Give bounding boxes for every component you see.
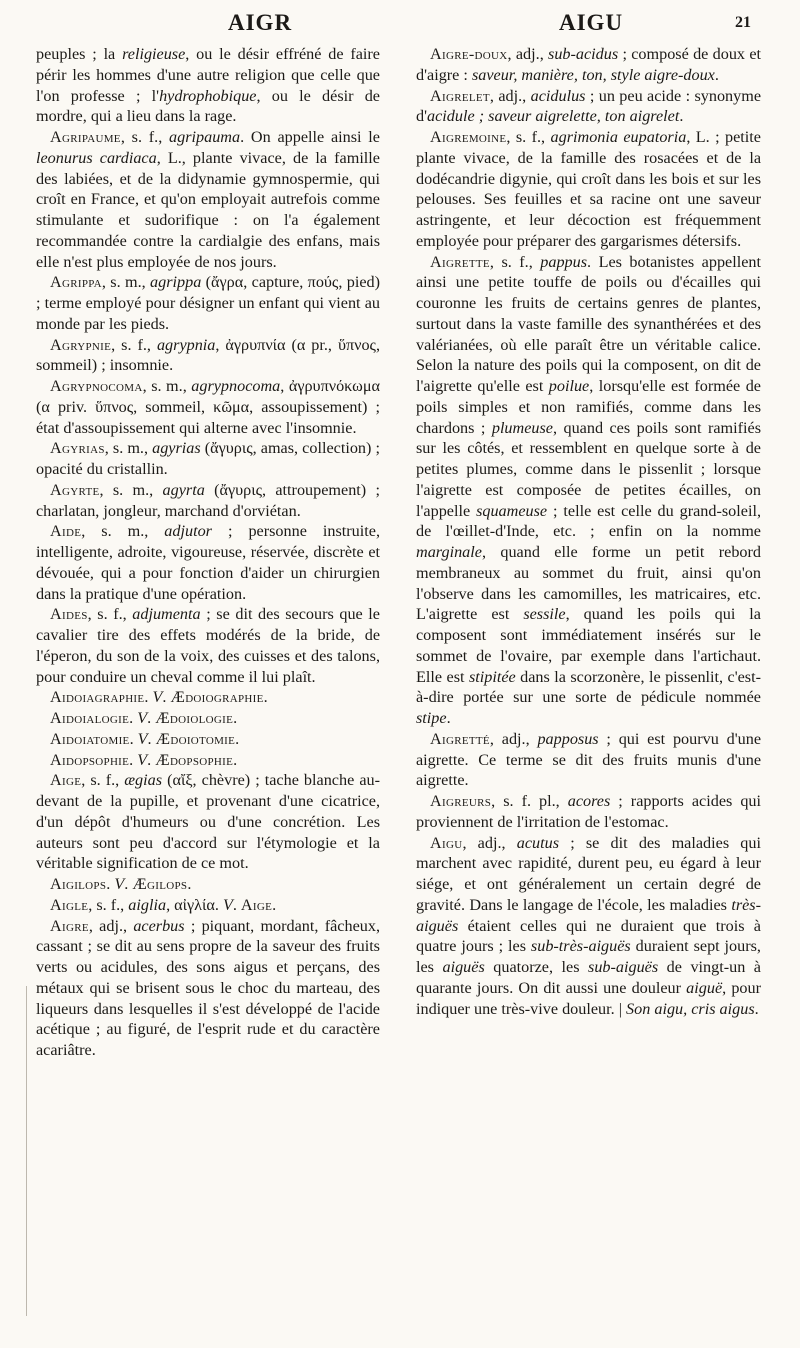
dictionary-entry: [36, 708, 380, 729]
entry-text: .: [235, 729, 240, 748]
right-column: [416, 44, 761, 1019]
dictionary-entry: [36, 127, 380, 272]
entry-text: , L. ; petite plante vivace, de la famille des rosacées et de la dodécandrie digynie, qui croît dans les bois et sur les pelouses. Ses feuilles et sa racine ont une saveur astringente, et leur décoction est fréquemment employée pour préparer des gargarismes détersifs.: [416, 128, 761, 250]
entry-headword: Aigreurs: [430, 792, 492, 810]
entry-text: .: [272, 895, 277, 914]
dictionary-entry: [36, 480, 380, 522]
entry-headword: Aigremoine: [430, 128, 507, 146]
entry-headword: Aidoiagraphie: [50, 688, 145, 707]
italic-text: poilue: [548, 377, 590, 395]
entry-text: ; personne instruite, intelligente, adroite, vigoureuse, réservée, discrète et dévouée, qui a pour fonction d'aider un chirurgien dans la pratique d'une opération.: [36, 522, 380, 603]
dictionary-entry: [36, 874, 380, 895]
italic-text: aiguës: [442, 958, 485, 976]
italic-text: sub-acidus: [548, 45, 619, 63]
entry-text: , quand les poils qui la composent sont immédiatement insérés sur le sommet de l'ovaire, par exemple dans l'artichaut. Elle est: [416, 605, 761, 686]
entry-text: , s. m.,: [81, 522, 165, 541]
entry-text: (ἄγρα, capture, πούς, pied) ; terme employé pour désigner un enfant qui vient au monde par les pieds.: [36, 273, 380, 333]
italic-text: adjumenta: [132, 605, 201, 624]
entry-text: , s. f.,: [81, 771, 125, 790]
italic-text: marginale: [416, 543, 482, 561]
entry-text: ; se dit des secours que le cavalier tire des effets modérés de la bride, de l'éperon, du son de la voix, des cuisses et des talons, pour conduire un cheval comme il lui plaît.: [36, 605, 380, 686]
entry-text: .: [263, 688, 268, 707]
header-right-title: AIGU: [559, 10, 624, 35]
dictionary-entry: [36, 376, 380, 438]
entry-text: . On appelle ainsi le: [240, 128, 380, 146]
entry-text: ; piquant, mordant, fâcheux, cassant ; se dit au sens propre de la saveur des fruits verts ou acidules, des sons aigus et perçans, des métaux qui se brisent sous le choc du marteau, des liqueurs dans lesquelles il s'est développé de l'acide acétique ; au figuré, de l'esprit rude et du caractère acariâtre.: [36, 916, 380, 1059]
italic-text: agrimonia eupatoria: [550, 128, 687, 146]
italic-text: V: [152, 688, 163, 707]
italic-text: agrypnia: [156, 335, 216, 354]
entry-headword: Ædoiologie: [155, 709, 234, 727]
italic-text: Son aigu, cris aigus: [626, 999, 755, 1018]
entry-text: ; qui est pourvu d'une aigrette. Ce terme se dit des fruits munis d'une aigrette.: [416, 729, 761, 790]
entry-text: , adj.,: [489, 729, 538, 748]
entry-headword: Agripaume: [50, 128, 121, 146]
entry-headword: Agrypnocoma: [50, 377, 143, 395]
dictionary-entry: [36, 687, 380, 708]
dictionary-entry: [36, 770, 380, 874]
entry-text: (ἄγυρις, amas, collection) ; opacité du cristallin.: [36, 439, 380, 478]
header-left-title: AIGR: [228, 10, 293, 35]
italic-text: leonurus cardiaca: [36, 148, 157, 167]
entry-text: , ἀγρυπνία (α pr., ὕπνος, sommeil) ; insomnie.: [36, 335, 380, 375]
entry-text: .: [187, 875, 192, 893]
italic-text: agripauma: [169, 128, 241, 146]
entry-text: (ἄγυρις, attroupement) ; charlatan, jongleur, marchand d'orviétan.: [36, 480, 380, 520]
entry-text: , s. f.,: [506, 128, 551, 146]
italic-text: acidule ; saveur aigrelette, ton aigrelet: [427, 107, 680, 126]
dictionary-entry: [36, 604, 380, 687]
italic-text: aiglia: [128, 895, 167, 914]
entry-text: dans la scorzonère, le pissenlit, c'est-à-dire portée sur une sorte de pédicule nommée: [416, 667, 761, 707]
italic-text: acerbus: [133, 916, 185, 935]
entry-text: .: [129, 750, 138, 769]
entry-text: , adj.,: [462, 833, 517, 852]
entry-text: .: [147, 709, 156, 727]
entry-headword: Agyrte: [50, 480, 100, 499]
entry-text: , s. f.,: [111, 335, 157, 354]
entry-text: .: [106, 875, 115, 893]
entry-text: , s. m.,: [104, 439, 153, 458]
italic-text: agyrta: [162, 480, 205, 499]
italic-text: V: [114, 875, 125, 893]
italic-text: V: [137, 729, 148, 748]
italic-text: agrippa: [150, 273, 202, 292]
dictionary-entry: [36, 44, 380, 127]
entry-text: de vingt-un à quarante jours. On dit aussi une douleur: [416, 958, 761, 997]
dictionary-entry: [36, 335, 380, 377]
entry-text: ; se dit des maladies qui marchent avec rapidité, durent peu, eu égard à leur siége, et ont généralement un certain degré de gravité. Dans le langage de l'école, les maladies: [416, 833, 761, 914]
entry-headword: Aides: [50, 605, 88, 624]
entry-text: , quand ces poils sont ramifiés sur les côtés, et ressemblent en quelque sorte à de petites plumes, comme dans le pissenlit ; lorsque l'aigrette est composée de petites écailles, on l'appelle: [416, 418, 762, 520]
entry-text: .: [679, 107, 684, 126]
entry-headword: Aige: [240, 895, 273, 914]
entry-headword: Aigrette: [430, 252, 490, 271]
dictionary-entry: [416, 729, 761, 791]
entry-text: . Les botanistes appellent ainsi une petite touffe de poils ou d'écailles qui couronne les fruits de certains genres de plantes, surtout dans la vaste famille des synanthérées et des valérianées, où elle paraît être un véritable calice. Selon la nature des poils qui la composent, on dit de l'aigrette qu'elle est: [416, 252, 761, 395]
entry-headword: Aigre: [50, 916, 89, 935]
italic-text: V: [137, 709, 148, 727]
entry-text: .: [232, 895, 241, 914]
italic-text: plumeuse: [491, 418, 553, 437]
italic-text: acutus: [516, 833, 560, 852]
dictionary-entry: [36, 916, 380, 1061]
entry-text: .: [446, 709, 451, 727]
entry-text: .: [144, 688, 153, 707]
entry-text: , αἰγλία.: [166, 895, 223, 914]
entry-text: (αἴξ, chèvre) ; tache blanche au-devant de la pupille, et provenant d'une cicatrice, d'un dépôt d'humeurs ou d'une concrétion. Les auteurs sont peu d'accord sur l'étymologie et la véritable signification de ce mot.: [36, 771, 380, 873]
italic-text: agrypnocoma: [191, 377, 281, 395]
entry-text: , adj.,: [88, 916, 134, 935]
entry-text: , ou le désir effréné de faire périr les hommes d'une autre religion que celle que l'on professe ; l': [36, 45, 380, 105]
entry-text: , s. f.,: [87, 605, 133, 624]
entry-headword: Aide: [50, 522, 82, 541]
dictionary-entry: [416, 833, 761, 1020]
entry-headword: Aigre-doux: [430, 45, 508, 63]
entry-headword: Agrypnie: [50, 335, 112, 354]
entry-text: , s. f.,: [120, 128, 170, 146]
entry-text: , quand elle forme un petit rebord membraneux au sommet du fruit, ainsi qu'on l'observe dans les camomilles, les matricaires, etc. L'aigrette est: [416, 543, 761, 624]
entry-text: , s. f. pl.,: [491, 792, 568, 810]
entry-text: ; composé de doux et d'aigre :: [416, 45, 761, 84]
entry-headword: Agrippa: [50, 273, 102, 292]
italic-text: très-aiguës: [416, 895, 761, 935]
running-header: [0, 10, 800, 40]
dictionary-entry: [36, 438, 380, 480]
dictionary-entry: [416, 252, 761, 729]
dictionary-entry: [416, 44, 761, 86]
entry-text: , pour indiquer une très-vive douleur. |: [416, 978, 761, 1018]
italic-text: V: [137, 750, 148, 769]
entry-headword: Ædoiographie: [170, 688, 264, 707]
dictionary-entry: [416, 791, 761, 833]
italic-text: stipe: [416, 709, 447, 727]
dictionary-entry: [36, 272, 380, 334]
entry-headword: Agyrias: [50, 439, 105, 458]
entry-headword: Ædopsophie: [155, 750, 234, 769]
dictionary-entry: [416, 127, 761, 252]
entry-headword: Aigretté: [430, 729, 490, 748]
italic-text: acores: [567, 792, 611, 810]
italic-text: pappus: [540, 252, 588, 271]
italic-text: papposus: [537, 729, 599, 748]
entry-headword: Aigilops: [50, 875, 107, 893]
entry-text: ; un peu acide : synonyme d': [416, 86, 761, 126]
entry-text: duraient sept jours, les: [416, 937, 761, 976]
dictionary-entry: [416, 86, 761, 128]
italic-text: hydrophobique: [159, 86, 257, 105]
italic-text: V: [222, 895, 233, 914]
entry-text: .: [129, 729, 138, 748]
italic-text: stipitée: [468, 667, 516, 686]
left-column: [36, 44, 380, 1061]
entry-text: .: [129, 709, 138, 727]
italic-text: saveur, manière, ton, style aigre-doux: [471, 65, 715, 84]
italic-text: acidulus: [530, 86, 586, 105]
entry-headword: Aigu: [430, 833, 463, 852]
entry-headword: Aidoialogie: [50, 709, 130, 727]
entry-text: .: [162, 688, 171, 707]
dictionary-entry: [36, 729, 380, 750]
entry-headword: Aidoiatomie: [50, 729, 130, 748]
entry-headword: Aidopsophie: [50, 750, 130, 769]
entry-text: , s. f.,: [489, 252, 541, 271]
margin-rule: [26, 986, 27, 1316]
entry-text: , ἀγρυπνόκωμα (α priv. ὕπνος, sommeil, κῶμα, assoupissement) ; état d'assoupissement qui alterne avec l'insomnie.: [36, 377, 380, 437]
entry-text: .: [147, 729, 156, 748]
entry-text: .: [754, 999, 759, 1018]
entry-text: .: [233, 709, 238, 727]
entry-text: .: [714, 65, 719, 84]
italic-text: agyrias: [152, 439, 201, 458]
page-number: 21: [735, 14, 751, 31]
italic-text: aiguë: [686, 978, 723, 997]
entry-text: , L., plante vivace, de la famille des labiées, et de la didynamie gymnospermie, qui croît en France, et qu'on employait autrefois comme stimulante et sudorifique : on l'a également recommandée contre la cardialgie des enfans, mais elle n'est plus employée de nos jours.: [36, 148, 380, 271]
entry-text: , s. m.,: [142, 377, 192, 395]
entry-text: , lorsqu'elle est formée de poils simples et non ramifiés, comme dans les chardons ;: [416, 377, 761, 437]
entry-text: ; rapports acides qui proviennent de l'irritation de l'estomac.: [416, 792, 761, 831]
italic-text: sessile: [523, 605, 566, 624]
entry-text: .: [147, 750, 156, 769]
dictionary-entry: [36, 895, 380, 916]
entry-text: , s. m.,: [101, 273, 151, 292]
entry-text: .: [233, 750, 238, 769]
italic-text: adjutor: [164, 522, 212, 541]
italic-text: sub-très-aiguës: [530, 937, 631, 956]
italic-text: squameuse: [476, 501, 548, 520]
entry-text: ; telle est celle du grand-soleil, de l'œillet-d'Inde, etc. ; enfin on la nomme: [416, 501, 761, 541]
entry-headword: Aigrelet: [430, 86, 490, 105]
entry-text: , adj.,: [507, 45, 549, 63]
entry-text: , adj.,: [489, 86, 531, 105]
entry-text: quatorze, les: [484, 958, 589, 976]
italic-text: sub-aiguës: [588, 958, 659, 976]
dictionary-entry: [36, 750, 380, 771]
italic-text: religieuse: [122, 45, 186, 63]
entry-text: étaient celles qui ne duraient que trois à quatre jours ; les: [416, 916, 761, 956]
entry-text: , s. f.,: [88, 895, 129, 914]
entry-headword: Ægilops: [132, 875, 188, 893]
italic-text: ægias: [124, 771, 163, 790]
entry-text: peuples ; la: [36, 45, 123, 63]
dictionary-entry: [36, 521, 380, 604]
entry-text: , ou le désir de mordre, qui a lieu dans la rage.: [36, 86, 380, 126]
entry-text: , s. m.,: [99, 480, 163, 499]
entry-headword: Aige: [50, 771, 82, 790]
entry-text: .: [124, 875, 133, 893]
entry-headword: Aigle: [50, 895, 89, 914]
entry-headword: Ædoiotomie: [155, 729, 236, 748]
